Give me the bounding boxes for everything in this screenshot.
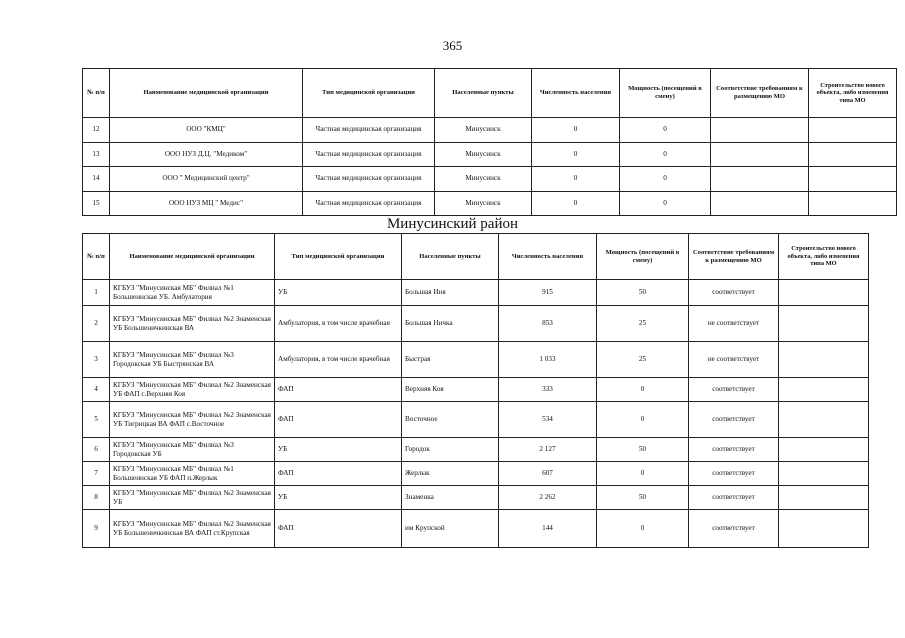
cell-name: ООО " Медицинский центр" [110,167,303,192]
cell-construction [779,342,869,378]
cell-name: КГБУЗ "Минусинская МБ" Филиал №1 Большеинская УБ ФАП п.Жерлык [110,462,275,486]
cell-capacity: 50 [597,280,689,306]
cell-num: 1 [83,280,110,306]
cell-compliance: соответствует [689,438,779,462]
header-num: № п/п [83,234,110,280]
table-row [83,462,869,486]
cell-construction [809,142,897,167]
header-type: Тип медицинской организации [275,234,402,280]
cell-num: 3 [83,342,110,378]
cell-settlement: Быстрая [402,342,499,378]
cell-name: КГБУЗ "Минусинская МБ" Филиал №2 Знаменская УБ Большеничкинская ВА [110,306,275,342]
cell-population: 333 [499,378,597,402]
table-header-row [83,69,897,118]
cell-population: 0 [532,191,620,216]
table-header-row [83,234,869,280]
cell-compliance [711,167,809,192]
header-num: № п/п [83,69,110,118]
cell-compliance: соответствует [689,280,779,306]
cell-construction [779,462,869,486]
header-construction: Строительство нового объекта, либо изменения типа МО [809,69,897,118]
cell-population: 2 262 [499,486,597,510]
table-row [83,342,869,378]
cell-construction [779,280,869,306]
cell-settlement: Жерлык [402,462,499,486]
cell-type: ФАП [275,402,402,438]
cell-settlement: Минусинск [435,118,532,143]
cell-num: 6 [83,438,110,462]
cell-compliance: соответствует [689,486,779,510]
cell-compliance: соответствует [689,402,779,438]
cell-settlement: Верхняя Коя [402,378,499,402]
organizations-table-minusinsk [82,68,897,216]
cell-num: 5 [83,402,110,438]
cell-population: 0 [532,167,620,192]
table-row [83,510,869,548]
header-construction: Строительство нового объекта, либо изменения типа МО [779,234,869,280]
organizations-table-minusinsk-district [82,233,869,548]
table-row [83,118,897,143]
cell-num: 9 [83,510,110,548]
cell-capacity: 0 [620,142,711,167]
table-row [83,280,869,306]
cell-type: Частная медицинская организация [303,191,435,216]
cell-type: ФАП [275,378,402,402]
cell-capacity: 0 [597,462,689,486]
cell-capacity: 0 [597,402,689,438]
cell-capacity: 0 [597,378,689,402]
cell-name: КГБУЗ "Минусинская МБ" Филиал №2 Знаменская УБ Тигрицкая ВА ФАП с.Восточное [110,402,275,438]
cell-num: 12 [83,118,110,143]
cell-capacity: 0 [597,510,689,548]
cell-compliance: соответствует [689,510,779,548]
cell-num: 2 [83,306,110,342]
table-row [83,378,869,402]
cell-settlement: Городок [402,438,499,462]
cell-capacity: 25 [597,342,689,378]
table-row [83,142,897,167]
cell-construction [779,438,869,462]
cell-compliance [711,191,809,216]
cell-name: ООО НУЗ МЦ " Медис" [110,191,303,216]
page-number: 365 [442,38,463,53]
header-compliance: Соответствие требованиям к размещению МО [711,69,809,118]
cell-type: УБ [275,280,402,306]
cell-name: КГБУЗ "Минусинская МБ" Филиал №2 Знаменская УБ ФАП с.Верхняя Коя [110,378,275,402]
cell-capacity: 50 [597,438,689,462]
header-compliance: Соответствие требованиям к размещению МО [689,234,779,280]
header-population: Численность населения [532,69,620,118]
cell-construction [779,402,869,438]
cell-population: 144 [499,510,597,548]
table-row [83,438,869,462]
cell-compliance: не соответствует [689,342,779,378]
header-settlements: Населенные пункты [402,234,499,280]
cell-type: Частная медицинская организация [303,118,435,143]
header-population: Численность населения [499,234,597,280]
cell-settlement: Минусинск [435,191,532,216]
cell-settlement: Большая Ничка [402,306,499,342]
table-row [83,306,869,342]
cell-type: Частная медицинская организация [303,167,435,192]
cell-compliance: соответствует [689,462,779,486]
cell-type: УБ [275,438,402,462]
cell-name: ООО "КМЦ" [110,118,303,143]
cell-construction [779,510,869,548]
cell-type: Частная медицинская организация [303,142,435,167]
cell-name: КГБУЗ "Минусинская МБ" Филиал №3 Городокская УБ [110,438,275,462]
cell-capacity: 25 [597,306,689,342]
cell-compliance: не соответствует [689,306,779,342]
cell-type: Амбулатория, в том числе врачебная [275,342,402,378]
cell-construction [779,378,869,402]
cell-name: КГБУЗ "Минусинская МБ" Филиал №2 Знаменская УБ Большеничкинская ВА ФАП ст.Крупская [110,510,275,548]
cell-population: 607 [499,462,597,486]
cell-settlement: Минусинск [435,142,532,167]
cell-settlement: Большая Иня [402,280,499,306]
header-type: Тип медицинской организации [303,69,435,118]
header-settlements: Населенные пункты [435,69,532,118]
cell-type: Амбулатория, в том числе врачебная [275,306,402,342]
cell-construction [779,486,869,510]
cell-type: УБ [275,486,402,510]
table-row [83,167,897,192]
cell-name: ООО НУЗ Д.Ц. "Медиком" [110,142,303,167]
cell-num: 7 [83,462,110,486]
cell-population: 534 [499,402,597,438]
cell-settlement: Минусинск [435,167,532,192]
header-name: Наименование медицинской организации [110,234,275,280]
table-row [83,402,869,438]
cell-type: ФАП [275,510,402,548]
cell-num: 14 [83,167,110,192]
table-row [83,191,897,216]
cell-population: 915 [499,280,597,306]
cell-construction [809,118,897,143]
header-capacity: Мощность (посещений в смену) [620,69,711,118]
cell-capacity: 50 [597,486,689,510]
cell-settlement: им Крупской [402,510,499,548]
cell-population: 2 127 [499,438,597,462]
cell-capacity: 0 [620,191,711,216]
cell-num: 8 [83,486,110,510]
cell-compliance [711,118,809,143]
cell-compliance: соответствует [689,378,779,402]
cell-population: 853 [499,306,597,342]
cell-num: 13 [83,142,110,167]
cell-settlement: Восточное [402,402,499,438]
cell-name: КГБУЗ "Минусинская МБ" Филиал №1 Большеинская УБ. Амбулатория [110,280,275,306]
cell-population: 1 033 [499,342,597,378]
cell-type: ФАП [275,462,402,486]
cell-name: КГБУЗ "Минусинская МБ" Филиал №3 Городокская УБ Быстрянская ВА [110,342,275,378]
table-row [83,486,869,510]
cell-compliance [711,142,809,167]
cell-population: 0 [532,142,620,167]
cell-construction [809,167,897,192]
cell-construction [779,306,869,342]
cell-construction [809,191,897,216]
section-title: Минусинский район [386,216,519,232]
header-name: Наименование медицинской организации [110,69,303,118]
cell-capacity: 0 [620,167,711,192]
cell-num: 4 [83,378,110,402]
cell-capacity: 0 [620,118,711,143]
cell-name: КГБУЗ "Минусинская МБ" Филиал №2 Знаменская УБ [110,486,275,510]
cell-num: 15 [83,191,110,216]
header-capacity: Мощность (посещений в смену) [597,234,689,280]
cell-population: 0 [532,118,620,143]
cell-settlement: Знаменка [402,486,499,510]
